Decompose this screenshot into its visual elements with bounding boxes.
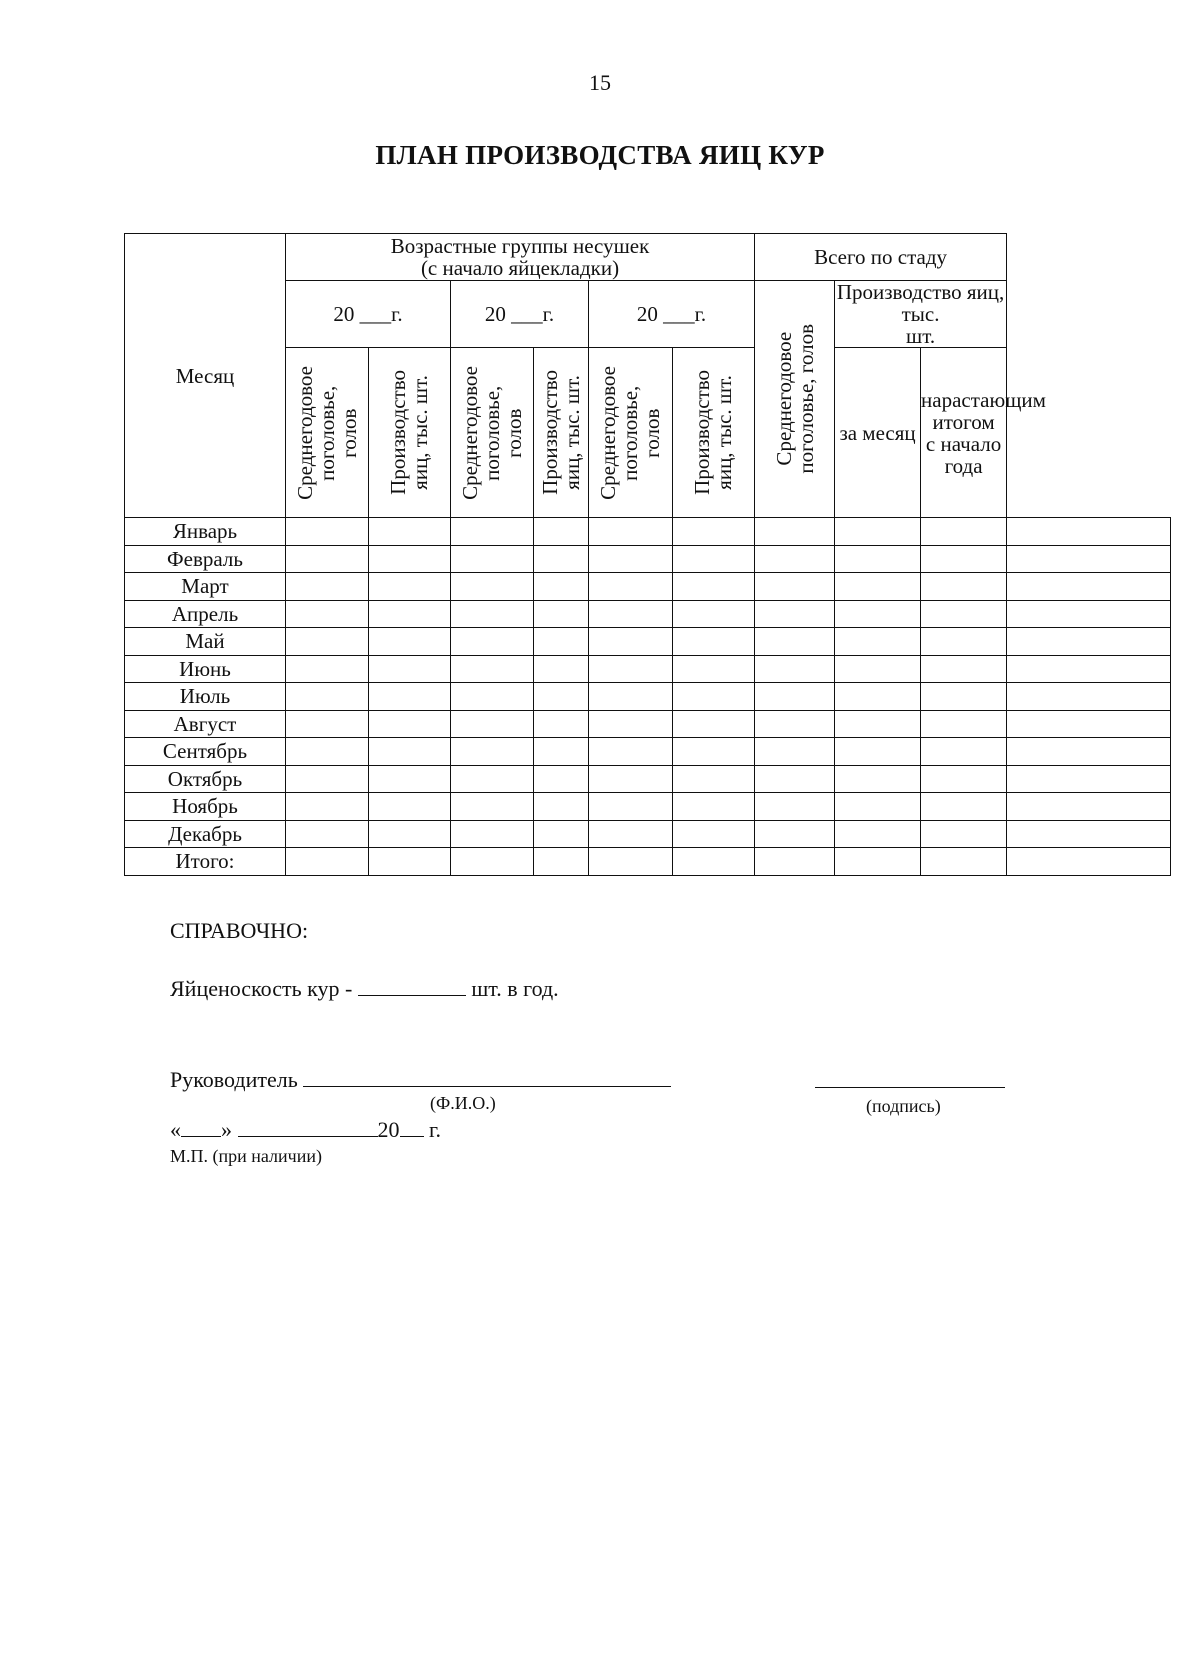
table-cell[interactable]: [534, 738, 589, 766]
table-cell[interactable]: [921, 518, 1007, 546]
table-row: [125, 600, 1171, 628]
table-cell[interactable]: [921, 820, 1007, 848]
table-cell[interactable]: [835, 573, 921, 601]
table-cell[interactable]: [451, 518, 534, 546]
date-year-prefix: 20: [377, 1117, 400, 1142]
table-cell[interactable]: [451, 765, 534, 793]
table-cell[interactable]: [534, 655, 589, 683]
month-label: Декабрь: [125, 820, 286, 848]
table-cell[interactable]: [369, 573, 451, 601]
table-cell[interactable]: [1007, 600, 1171, 628]
table-row: [125, 573, 1171, 601]
egg-yield-line: [170, 976, 559, 1002]
table-cell[interactable]: [534, 820, 589, 848]
table-cell[interactable]: [835, 545, 921, 573]
table-cell[interactable]: [835, 738, 921, 766]
table-cell[interactable]: [534, 848, 589, 876]
table-cell[interactable]: [589, 765, 673, 793]
month-label: Январь: [125, 518, 286, 546]
date-line: [170, 1117, 441, 1143]
table-cell[interactable]: [534, 518, 589, 546]
table-cell[interactable]: [1007, 683, 1171, 711]
table-cell[interactable]: [921, 793, 1007, 821]
table-cell[interactable]: [755, 710, 835, 738]
table-cell[interactable]: [673, 848, 755, 876]
table-row: [125, 655, 1171, 683]
document-title: ПЛАН ПРОИЗВОДСТВА ЯИЦ КУР: [375, 140, 825, 170]
egg-production-label-3: Производство яиц, тыс. шт.: [690, 370, 737, 496]
table-cell[interactable]: [286, 793, 369, 821]
table-cell[interactable]: [835, 710, 921, 738]
fio-field[interactable]: [303, 1068, 671, 1087]
avg-stock-header-2: [451, 348, 534, 518]
egg-production-label-2: Производство яиц, тыс. шт.: [537, 370, 584, 496]
table-cell[interactable]: [534, 710, 589, 738]
fio-caption: (Ф.И.О.): [430, 1093, 496, 1113]
table-cell[interactable]: [286, 545, 369, 573]
table-row: [125, 820, 1171, 848]
table-cell[interactable]: [589, 738, 673, 766]
table-cell[interactable]: [369, 710, 451, 738]
per-month-header: за месяц: [835, 348, 921, 518]
table-cell[interactable]: [369, 683, 451, 711]
month-label: Июль: [125, 683, 286, 711]
egg-yield-label: Яйценоскость кур -: [170, 976, 353, 1001]
table-cell[interactable]: [835, 848, 921, 876]
table-cell[interactable]: [1007, 738, 1171, 766]
table-cell[interactable]: [1007, 710, 1171, 738]
table-cell[interactable]: [921, 710, 1007, 738]
egg-yield-unit: шт. в год.: [471, 976, 559, 1001]
table-cell[interactable]: [835, 820, 921, 848]
month-label: Март: [125, 573, 286, 601]
year-header-2: 20 ___г.: [451, 281, 589, 348]
table-cell[interactable]: [369, 738, 451, 766]
table-row: [125, 765, 1171, 793]
table-cell[interactable]: [673, 655, 755, 683]
table-cell[interactable]: [534, 545, 589, 573]
month-label: Февраль: [125, 545, 286, 573]
table-cell[interactable]: [534, 683, 589, 711]
table-cell[interactable]: [835, 793, 921, 821]
table-cell[interactable]: [286, 655, 369, 683]
table-cell[interactable]: [286, 600, 369, 628]
table-row: [125, 628, 1171, 656]
month-label: Сентябрь: [125, 738, 286, 766]
signature-field[interactable]: [815, 1069, 1005, 1088]
table-cell[interactable]: [286, 738, 369, 766]
table-cell[interactable]: [534, 600, 589, 628]
avg-stock-label-1: Среднегодовое поголовье, голов: [292, 365, 362, 500]
table-cell[interactable]: [286, 573, 369, 601]
avg-stock-header-3: [589, 348, 673, 518]
table-cell[interactable]: [369, 765, 451, 793]
table-cell[interactable]: [589, 573, 673, 601]
egg-production-plan-table: [124, 233, 1171, 876]
avg-stock-label-3: Среднегодовое поголовье, голов: [596, 365, 665, 500]
date-month-field[interactable]: [238, 1118, 378, 1137]
table-cell[interactable]: [589, 793, 673, 821]
table-cell[interactable]: [921, 738, 1007, 766]
table-cell[interactable]: [451, 738, 534, 766]
table-cell[interactable]: [673, 573, 755, 601]
date-year-suffix: г.: [429, 1117, 442, 1142]
head-signature-line: [170, 1067, 671, 1093]
table-cell[interactable]: [673, 600, 755, 628]
table-cell[interactable]: [673, 820, 755, 848]
table-cell[interactable]: [755, 545, 835, 573]
egg-production-label-1: Производство яиц, тыс. шт.: [386, 370, 433, 496]
total-herd-header: Всего по стаду: [755, 234, 1007, 281]
table-cell[interactable]: [451, 655, 534, 683]
table-cell[interactable]: [755, 573, 835, 601]
table-cell[interactable]: [755, 655, 835, 683]
table-cell[interactable]: [451, 793, 534, 821]
table-row: [125, 518, 1171, 546]
table-cell[interactable]: [755, 518, 835, 546]
seal-note: М.П. (при наличии): [170, 1146, 322, 1166]
table-cell[interactable]: [835, 683, 921, 711]
table-cell[interactable]: [755, 600, 835, 628]
table-cell[interactable]: [673, 683, 755, 711]
table-row: [125, 710, 1171, 738]
table-cell[interactable]: [921, 655, 1007, 683]
table-cell[interactable]: [451, 710, 534, 738]
table-cell[interactable]: [534, 765, 589, 793]
table-row: [125, 545, 1171, 573]
table-cell[interactable]: [1007, 793, 1171, 821]
month-label: Итого:: [125, 848, 286, 876]
month-column-header: Месяц: [125, 234, 286, 518]
table-cell[interactable]: [673, 518, 755, 546]
year-header-3: 20 ___г.: [589, 281, 755, 348]
table-cell[interactable]: [534, 628, 589, 656]
month-label: Август: [125, 710, 286, 738]
table-cell[interactable]: [755, 683, 835, 711]
table-cell[interactable]: [534, 573, 589, 601]
table-cell[interactable]: [921, 628, 1007, 656]
page-number: 15: [589, 70, 611, 95]
table-cell[interactable]: [451, 683, 534, 711]
table-cell[interactable]: [835, 518, 921, 546]
table-cell[interactable]: [673, 628, 755, 656]
table-cell[interactable]: [589, 848, 673, 876]
month-label: Апрель: [125, 600, 286, 628]
table-cell[interactable]: [286, 848, 369, 876]
table-cell[interactable]: [673, 793, 755, 821]
table-cell[interactable]: [451, 628, 534, 656]
table-cell[interactable]: [835, 628, 921, 656]
table-cell[interactable]: [835, 655, 921, 683]
table-cell[interactable]: [1007, 655, 1171, 683]
table-cell[interactable]: [921, 545, 1007, 573]
table-cell[interactable]: [369, 628, 451, 656]
table-cell[interactable]: [286, 820, 369, 848]
table-cell[interactable]: [451, 848, 534, 876]
table-cell[interactable]: [451, 600, 534, 628]
cumulative-header: нарастающим итогом с начало года: [921, 348, 1007, 518]
table-cell[interactable]: [369, 820, 451, 848]
reference-heading: СПРАВОЧНО:: [170, 918, 309, 943]
table-cell[interactable]: [921, 573, 1007, 601]
head-label: Руководитель: [170, 1067, 298, 1092]
table-cell[interactable]: [1007, 765, 1171, 793]
table-cell[interactable]: [589, 518, 673, 546]
age-groups-header: Возрастные группы несушек (с начало яйцекладки): [286, 234, 755, 281]
table-cell[interactable]: [1007, 628, 1171, 656]
table-cell[interactable]: [755, 820, 835, 848]
table-cell[interactable]: [1007, 820, 1171, 848]
table-cell[interactable]: [1007, 573, 1171, 601]
table-cell[interactable]: [369, 518, 451, 546]
month-label: Май: [125, 628, 286, 656]
date-close-quote: »: [221, 1117, 232, 1142]
date-year-field[interactable]: [400, 1118, 424, 1137]
total-avg-stock-label: Среднегодовое поголовье, голов: [771, 324, 818, 474]
year-header-1: 20 ___г.: [286, 281, 451, 348]
table-cell[interactable]: [673, 765, 755, 793]
table-cell[interactable]: [673, 738, 755, 766]
table-row: [125, 848, 1171, 876]
table-cell[interactable]: [451, 545, 534, 573]
table-cell[interactable]: [1007, 518, 1171, 546]
table-cell[interactable]: [589, 628, 673, 656]
table-cell[interactable]: [589, 710, 673, 738]
table-cell[interactable]: [589, 683, 673, 711]
month-label: Июнь: [125, 655, 286, 683]
egg-yield-field[interactable]: [358, 977, 466, 996]
table-cell[interactable]: [1007, 545, 1171, 573]
table-cell[interactable]: [369, 545, 451, 573]
table-cell[interactable]: [451, 573, 534, 601]
table-cell[interactable]: [673, 545, 755, 573]
table-cell[interactable]: [921, 600, 1007, 628]
date-open-quote: «: [170, 1117, 181, 1142]
table-cell[interactable]: [755, 793, 835, 821]
table-row: [125, 683, 1171, 711]
table-cell[interactable]: [369, 793, 451, 821]
egg-production-header-3: [673, 348, 755, 518]
table-cell[interactable]: [286, 518, 369, 546]
date-day-field[interactable]: [181, 1118, 221, 1137]
avg-stock-header-1: [286, 348, 369, 518]
signature-caption: (подпись): [866, 1096, 941, 1116]
table-cell[interactable]: [369, 655, 451, 683]
avg-stock-label-2: Среднегодовое поголовье, голов: [457, 365, 527, 500]
table-cell[interactable]: [673, 710, 755, 738]
table-cell[interactable]: [286, 710, 369, 738]
table-cell[interactable]: [369, 600, 451, 628]
egg-production-header-2: [534, 348, 589, 518]
table-cell[interactable]: [921, 848, 1007, 876]
table-cell[interactable]: [755, 628, 835, 656]
table-cell[interactable]: [835, 600, 921, 628]
table-cell[interactable]: [589, 545, 673, 573]
table-cell[interactable]: [1007, 848, 1171, 876]
table-cell[interactable]: [755, 738, 835, 766]
table-cell[interactable]: [286, 765, 369, 793]
table-cell[interactable]: [451, 820, 534, 848]
table-cell[interactable]: [589, 655, 673, 683]
month-rows: [125, 518, 1171, 876]
month-label: Ноябрь: [125, 793, 286, 821]
table-cell[interactable]: [589, 600, 673, 628]
table-row: [125, 738, 1171, 766]
table-cell[interactable]: [835, 765, 921, 793]
month-label: Октябрь: [125, 765, 286, 793]
table-cell[interactable]: [921, 765, 1007, 793]
table-cell[interactable]: [755, 848, 835, 876]
table-cell[interactable]: [369, 848, 451, 876]
table-cell[interactable]: [921, 683, 1007, 711]
total-egg-production-header: Производство яиц, тыс. шт.: [835, 281, 1007, 348]
table-cell[interactable]: [755, 765, 835, 793]
total-avg-stock-header: [755, 281, 835, 518]
egg-production-header-1: [369, 348, 451, 518]
table-cell[interactable]: [534, 793, 589, 821]
table-row: [125, 793, 1171, 821]
table-cell[interactable]: [286, 628, 369, 656]
table-cell[interactable]: [286, 683, 369, 711]
table-cell[interactable]: [589, 820, 673, 848]
